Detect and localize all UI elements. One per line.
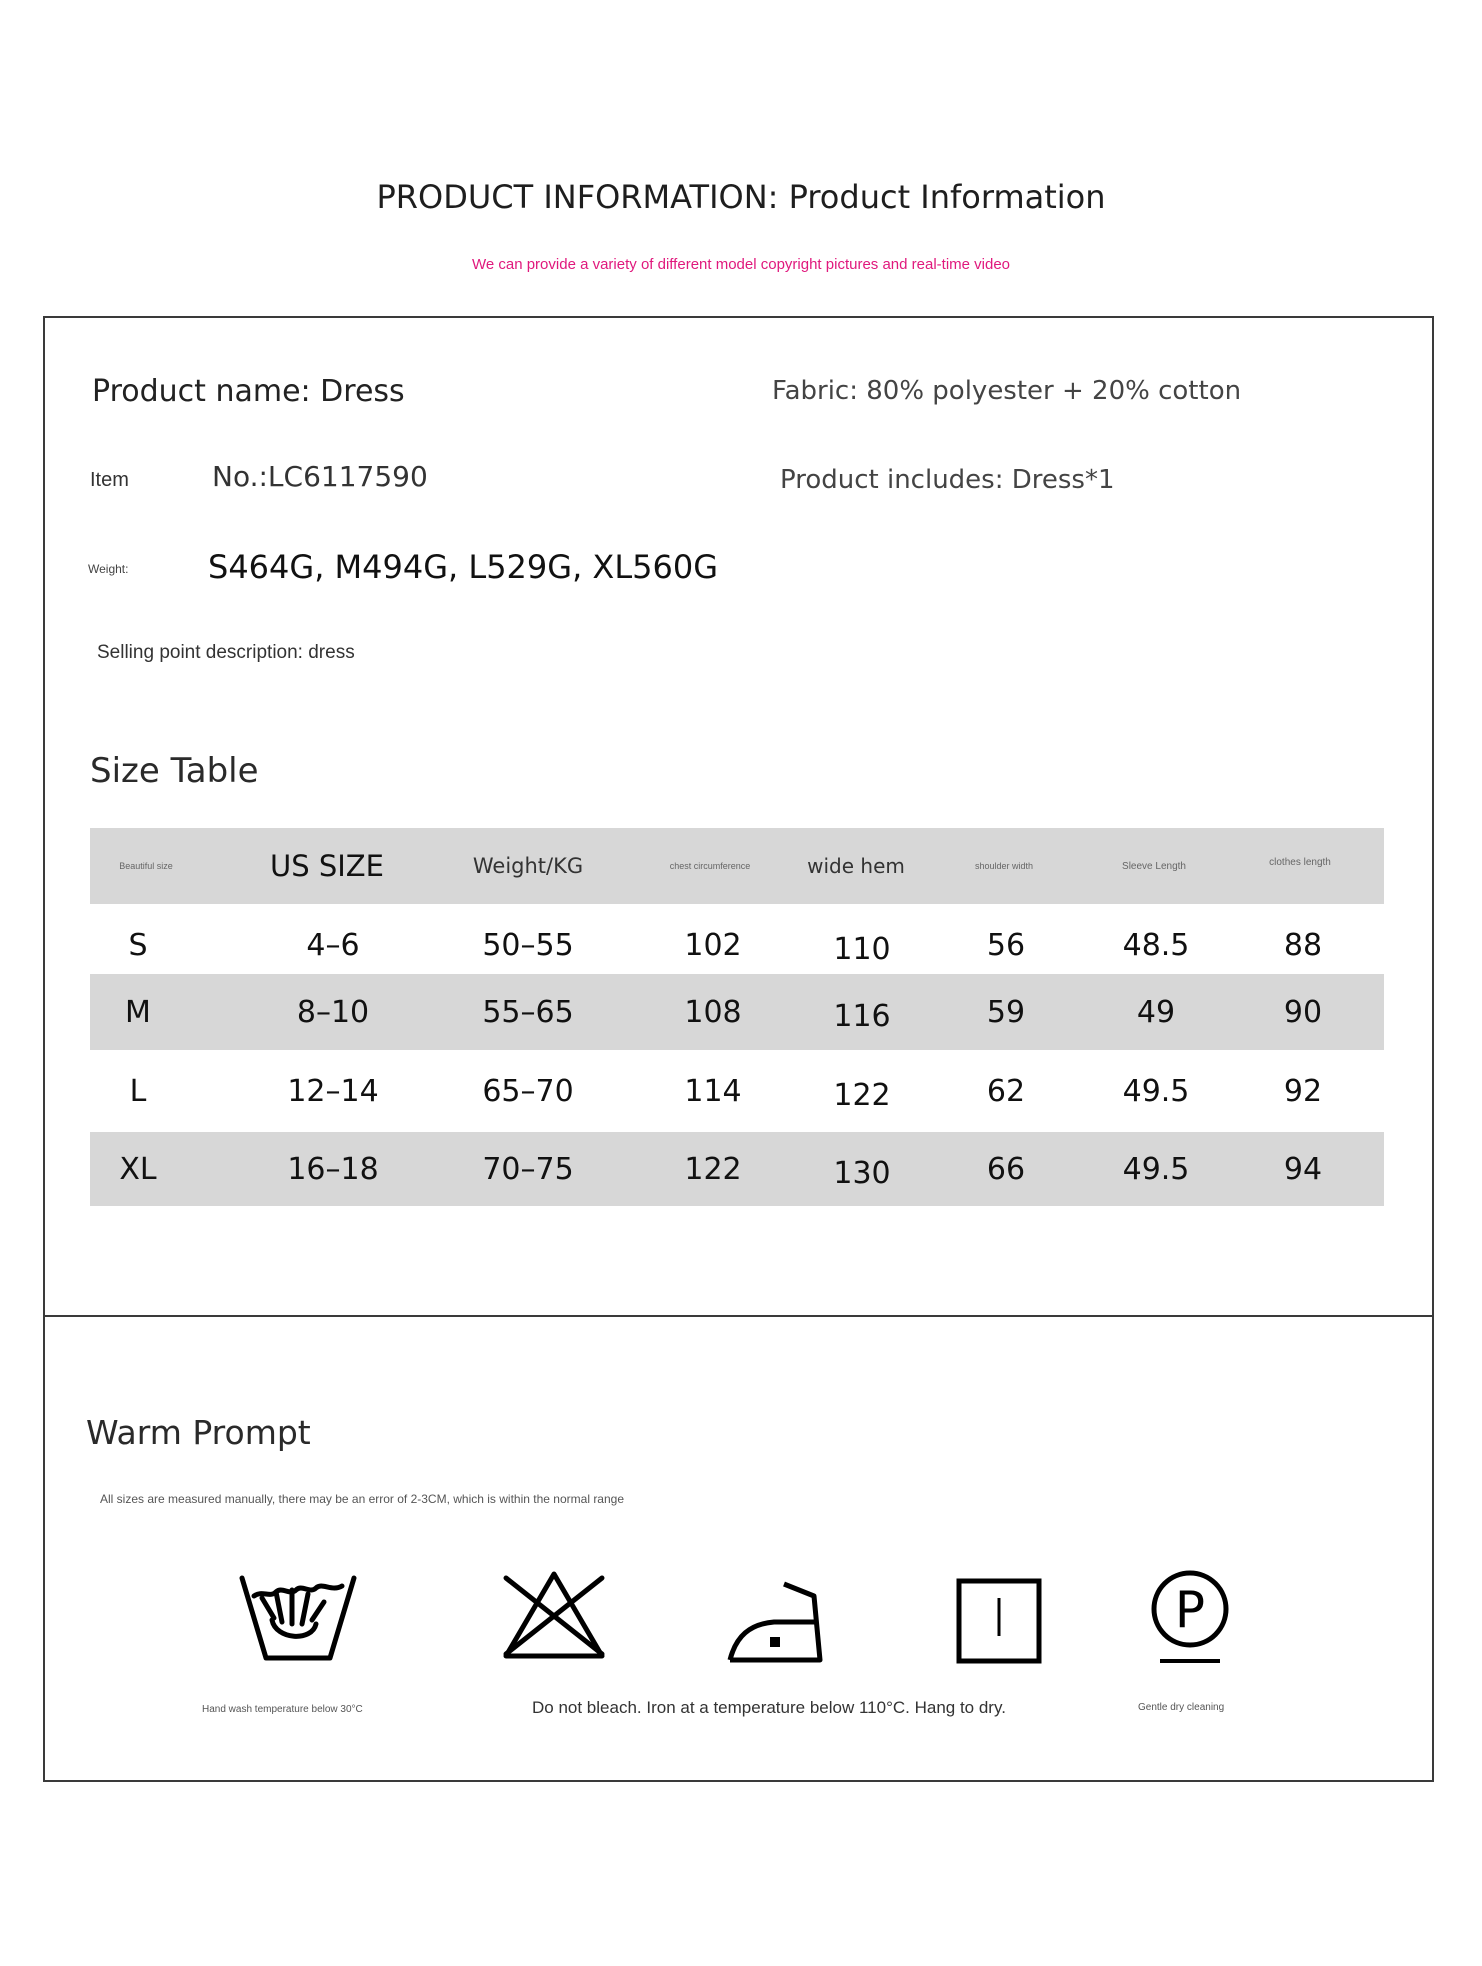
us-size-cell: 8–10 bbox=[296, 994, 370, 1030]
table-row bbox=[90, 1132, 1384, 1206]
size-cell: S bbox=[128, 927, 148, 963]
hand-wash-label: Hand wash temperature below 30°C bbox=[202, 1704, 363, 1715]
chest-cell: 114 bbox=[684, 1073, 742, 1109]
hem-cell: 110 bbox=[833, 931, 891, 967]
bleach-iron-dry-label: Do not bleach. Iron at a temperature below 110°C. Hang to dry. bbox=[532, 1698, 1006, 1717]
chest-cell: 122 bbox=[684, 1151, 742, 1187]
weight-cell: 70–75 bbox=[482, 1151, 574, 1187]
size-table bbox=[90, 828, 1384, 1206]
hang-dry-icon bbox=[954, 1576, 1044, 1666]
length-cell: 88 bbox=[1283, 927, 1323, 963]
fabric-label: Fabric: 80% polyester + 20% cotton bbox=[772, 376, 1242, 406]
selling-point-description: Selling point description: dress bbox=[97, 642, 355, 663]
hem-cell: 122 bbox=[833, 1077, 891, 1113]
hem-cell: 116 bbox=[833, 998, 891, 1034]
product-name-label: Product name: Dress bbox=[92, 374, 405, 409]
weight-value: S464G, M494G, L529G, XL560G bbox=[208, 548, 719, 586]
warm-prompt-title: Warm Prompt bbox=[86, 1413, 311, 1452]
shoulder-cell: 56 bbox=[986, 927, 1026, 963]
sleeve-cell: 48.5 bbox=[1122, 927, 1190, 963]
page-title: PRODUCT INFORMATION: Product Information bbox=[376, 178, 1106, 216]
size-cell: XL bbox=[119, 1151, 157, 1187]
sleeve-cell: 49 bbox=[1136, 994, 1176, 1030]
length-cell: 90 bbox=[1283, 994, 1323, 1030]
size-cell: L bbox=[129, 1073, 147, 1109]
shoulder-cell: 59 bbox=[986, 994, 1026, 1030]
item-number: No.:LC6117590 bbox=[212, 460, 428, 493]
hem-cell: 130 bbox=[833, 1155, 891, 1191]
header-sleeve-length: Sleeve Length bbox=[1122, 860, 1186, 872]
header-weight-kg: Weight/KG bbox=[472, 854, 584, 878]
do-not-bleach-icon bbox=[498, 1566, 610, 1666]
dry-clean-label: Gentle dry cleaning bbox=[1138, 1702, 1225, 1713]
us-size-cell: 12–14 bbox=[287, 1073, 379, 1109]
page-subtitle: We can provide a variety of different model copyright pictures and real-time video bbox=[471, 256, 1011, 273]
measurement-note: All sizes are measured manually, there may be an error of 2-3CM, which is within the normal range bbox=[100, 1492, 625, 1506]
header-shoulder-width: shoulder width bbox=[974, 861, 1034, 871]
size-table-title: Size Table bbox=[90, 751, 259, 791]
header-clothes-length: clothes length bbox=[1269, 856, 1331, 868]
section-divider bbox=[43, 1315, 1434, 1317]
sleeve-cell: 49.5 bbox=[1122, 1073, 1190, 1109]
shoulder-cell: 66 bbox=[986, 1151, 1026, 1187]
weight-cell: 55–65 bbox=[482, 994, 574, 1030]
weight-cell: 65–70 bbox=[482, 1073, 574, 1109]
us-size-cell: 4–6 bbox=[306, 927, 360, 963]
chest-cell: 108 bbox=[684, 994, 742, 1030]
sleeve-cell: 49.5 bbox=[1122, 1151, 1190, 1187]
dry-clean-icon bbox=[1148, 1569, 1232, 1669]
table-row bbox=[90, 974, 1384, 1050]
header-beautiful-size: Beautiful size bbox=[119, 861, 173, 871]
item-label: Item bbox=[90, 469, 129, 491]
size-cell: M bbox=[125, 994, 151, 1030]
length-cell: 94 bbox=[1283, 1151, 1323, 1187]
chest-cell: 102 bbox=[684, 927, 742, 963]
product-includes-label: Product includes: Dress*1 bbox=[780, 465, 1115, 495]
header-chest-circumference: chest circumference bbox=[669, 861, 751, 871]
weight-cell: 50–55 bbox=[482, 927, 574, 963]
us-size-cell: 16–18 bbox=[287, 1151, 379, 1187]
iron-icon bbox=[726, 1580, 826, 1666]
hand-wash-icon bbox=[236, 1568, 360, 1668]
length-cell: 92 bbox=[1283, 1073, 1323, 1109]
header-us-size: US SIZE bbox=[269, 849, 385, 883]
size-table-header-row bbox=[90, 828, 1384, 904]
shoulder-cell: 62 bbox=[986, 1073, 1026, 1109]
table-row bbox=[90, 1050, 1384, 1132]
weight-label: Weight: bbox=[88, 562, 129, 576]
header-wide-hem: wide hem bbox=[807, 854, 905, 878]
dry-clean-glyph: P bbox=[1174, 1581, 1206, 1639]
